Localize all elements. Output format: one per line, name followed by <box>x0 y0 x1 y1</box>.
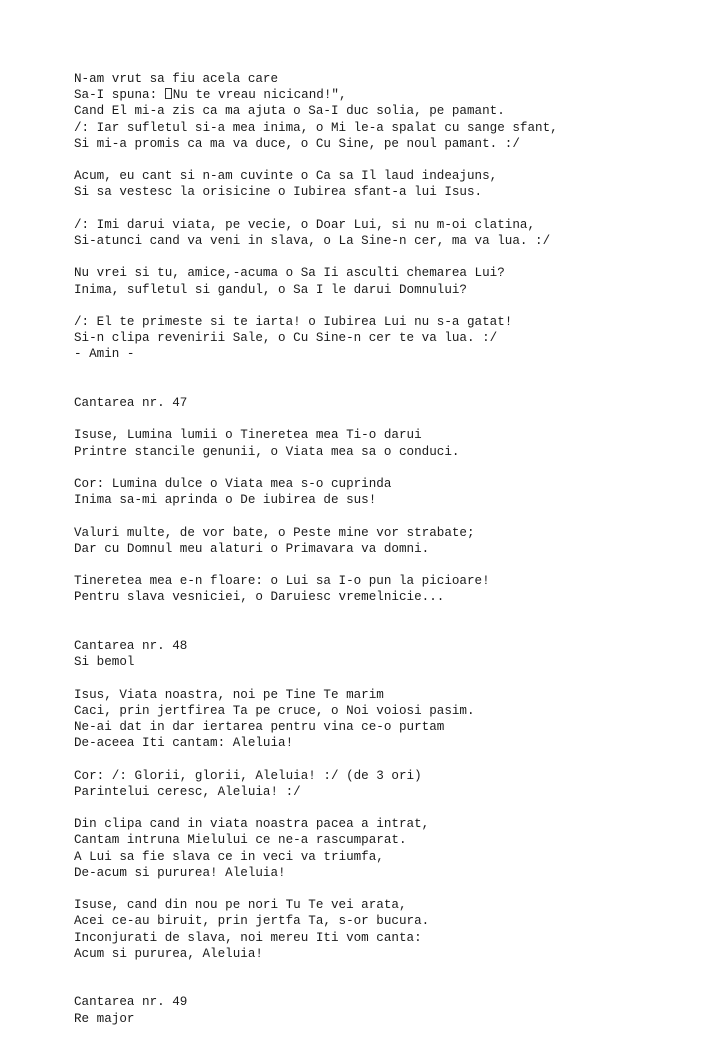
document-page <box>74 71 714 1043</box>
stanza <box>74 314 714 363</box>
text-line: /: Imi darui viata, pe vecie, o Doar Lui, si nu m-oi clatina, <box>74 217 536 232</box>
text-fragment: Sa-I spuna: <box>74 88 165 103</box>
text-line: Si-n clipa revenirii Sale, o Cu Sine-n cer te va lua. :/ <box>74 331 498 346</box>
text-line: Inconjurati de slava, noi mereu Iti vom canta: <box>74 930 422 945</box>
text-line <box>74 87 714 103</box>
song-heading <box>74 638 714 670</box>
text-line: Acum si pururea, Aleluia! <box>74 946 263 961</box>
chorus <box>74 768 714 800</box>
text-line: Si sa vestesc la orisicine o Iubirea sfant-a lui Isus. <box>74 185 483 200</box>
stanza <box>74 897 714 962</box>
song-heading <box>74 994 714 1026</box>
text-line: Pentru slava vesniciei, o Daruiesc vremelnicie... <box>74 590 445 605</box>
text-line: De-aceea Iti cantam: Aleluia! <box>74 736 294 751</box>
text-line: Nu vrei si tu, amice,-acuma o Sa Ii asculti chemarea Lui? <box>74 266 505 281</box>
text-fragment: Nu te vreau nicicand!", <box>172 88 347 103</box>
text-line: Dar cu Domnul meu alaturi o Primavara va domni. <box>74 541 430 556</box>
song-title: Cantarea nr. 48 <box>74 638 188 653</box>
text-line: - Amin - <box>74 347 135 362</box>
stanza <box>74 573 714 605</box>
text-line: A Lui sa fie slava ce in veci va triumfa, <box>74 849 384 864</box>
text-line: Isuse, cand din nou pe nori Tu Te vei arata, <box>74 898 407 913</box>
song-key: Si bemol <box>74 655 135 670</box>
stanza <box>74 217 714 249</box>
text-line: Printre stancile genunii, o Viata mea sa o conduci. <box>74 444 460 459</box>
stanza <box>74 71 714 152</box>
stanza <box>74 427 714 459</box>
text-line: Parintelui ceresc, Aleluia! :/ <box>74 784 301 799</box>
text-line: Caci, prin jertfirea Ta pe cruce, o Noi voiosi pasim. <box>74 703 475 718</box>
stanza <box>74 816 714 881</box>
text-line: Cor: /: Glorii, glorii, Aleluia! :/ (de 3 ori) <box>74 768 422 783</box>
text-line: Cor: Lumina dulce o Viata mea s-o cuprinda <box>74 476 392 491</box>
text-line: Din clipa cand in viata noastra pacea a intrat, <box>74 817 430 832</box>
text-line: /: El te primeste si te iarta! o Iubirea Lui nu s-a gatat! <box>74 314 513 329</box>
text-line: De-acum si pururea! Aleluia! <box>74 865 286 880</box>
text-line: Cand El mi-a zis ca ma ajuta o Sa-I duc solia, pe pamant. <box>74 104 505 119</box>
text-line: Acei ce-au biruit, prin jertfa Ta, s-or bucura. <box>74 914 430 929</box>
stanza <box>74 168 714 200</box>
stanza <box>74 265 714 297</box>
text-line: Isus, Viata noastra, noi pe Tine Te marim <box>74 687 384 702</box>
text-line: Acum, eu cant si n-am cuvinte o Ca sa Il laud indeajuns, <box>74 169 498 184</box>
stanza <box>74 525 714 557</box>
text-line: Isuse, Lumina lumii o Tineretea mea Ti-o darui <box>74 428 422 443</box>
text-line: Valuri multe, de vor bate, o Peste mine vor strabate; <box>74 525 475 540</box>
text-line: Inima, sufletul si gandul, o Sa I le darui Domnului? <box>74 282 467 297</box>
text-line: Inima sa-mi aprinda o De iubirea de sus! <box>74 493 377 508</box>
song-heading <box>74 395 714 411</box>
text-line: Tineretea mea e-n floare: o Lui sa I-o pun la picioare! <box>74 574 490 589</box>
missing-glyph-icon <box>165 88 172 99</box>
text-line: Ne-ai dat in dar iertarea pentru vina ce-o purtam <box>74 719 445 734</box>
song-key: Re major <box>74 1011 135 1026</box>
text-line: Si mi-a promis ca ma va duce, o Cu Sine, pe noul pamant. :/ <box>74 136 520 151</box>
stanza <box>74 687 714 752</box>
text-line: N-am vrut sa fiu acela care <box>74 72 279 86</box>
text-line: /: Iar sufletul si-a mea inima, o Mi le-a spalat cu sange sfant, <box>74 120 558 135</box>
song-title: Cantarea nr. 47 <box>74 395 188 410</box>
chorus <box>74 476 714 508</box>
text-line: Si-atunci cand va veni in slava, o La Sine-n cer, ma va lua. :/ <box>74 234 551 248</box>
text-line: Cantam intruna Mielului ce ne-a rascumparat. <box>74 833 407 848</box>
song-title: Cantarea nr. 49 <box>74 995 188 1010</box>
